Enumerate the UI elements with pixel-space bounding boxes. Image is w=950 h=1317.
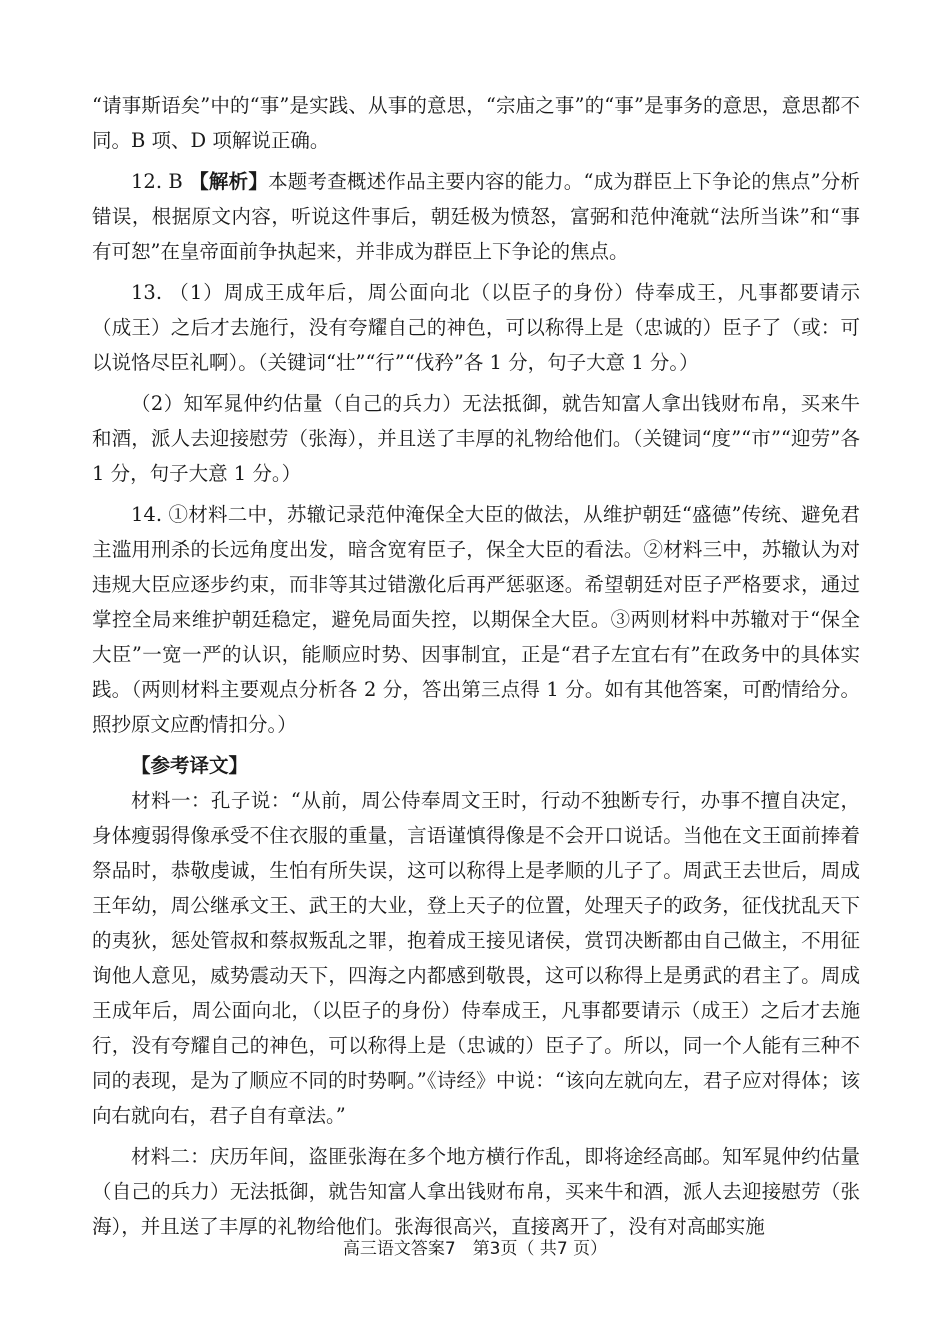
translation-material-1: 材料一：孔子说：“从前，周公侍奉周文王时，行动不独断专行，办事不擅自决定，身体瘦弱得像承受不住衣服的重量，言语谨慎得像是不会开口说话。当他在文王面前捧着祭品时，恭敬虔诚，生怕有所失误，这可以称得上是孝顺的儿子了。周武王去世后，周成王年幼，周公继承文王、武王的大业，登上天子的位置，处理天子的政务，征伐扰乱天下的夷狄，惩处管叔和蔡叔叛乱之罪，抱着成王接见诸侯，赏罚决断都由自己做主，不用征询他人意见，威势震动天下，四海之内都感到敬畏，这可以称得上是勇武的君主了。周成王成年后，周公面向北，（以臣子的身份）侍奉成王，凡事都要请示（成王）之后才去施行，没有夸耀自己的神色，可以称得上是（忠诚的）臣子了。所以，同一个人能有三种不同的表现，是为了顺应不同的时势啊。”《诗经》中说：“该向左就向左，君子应对得体；该向右就向右，君子自有章法。” bbox=[92, 789, 860, 1127]
analysis-tag: 【解析】 bbox=[189, 170, 269, 193]
answer-14: 14. ①材料二中，苏辙记录范仲淹保全大臣的做法，从维护朝廷“盛德”传统、避免君主滥用刑杀的长远角度出发，暗含宽宥臣子，保全大臣的看法。②材料三中，苏辙认为对违规大臣应逐步约束，而非等其过错激化后再严惩驱逐。希望朝廷对臣子严格要求，通过掌控全局来维护朝廷稳定，避免局面失控，以期保全大臣。③两则材料中苏辙对于“保全大臣”一宽一严的认识，能顺应时势、因事制宜，正是“君子左宜右有”在政务中的具体实践。（两则材料主要观点分析各 2 分，答出第三点得 1 分。如有其他答案，可酌情给分。照抄原文应酌情扣分。） bbox=[92, 503, 860, 736]
translation-heading: 【参考译文】 bbox=[131, 754, 249, 777]
answer-13-part-1: 13. （1）周成王成年后，周公面向北（以臣子的身份）侍奉成王，凡事都要请示（成王）之后才去施行，没有夸耀自己的神色，可以称得上是（忠诚的）臣子了（或：可以说恪尽臣礼啊）。（关键词“壮”“行”“伐矜”各 1 分，句子大意 1 分。） bbox=[92, 281, 860, 374]
page-footer: 高三语文答案7 第3页（ 共7 页） bbox=[342, 1239, 608, 1259]
answer-11-continuation: “请事斯语矣”中的“事”是实践、从事的意思，“宗庙之事”的“事”是事务的意思，意思都不同。B 项、D 项解说正确。 bbox=[92, 94, 860, 152]
answer-12-number: 12. B bbox=[131, 170, 183, 193]
translation-material-2: 材料二：庆历年间，盗匪张海在多个地方横行作乱，即将途经高邮。知军晁仲约估量（自己的兵力）无法抵御，就告知富人拿出钱财布帛，买来牛和酒，派人去迎接慰劳（张海），并且送了丰厚的礼物给他们。张海很高兴，直接离开了，没有对高邮实施 bbox=[92, 1145, 860, 1238]
answer-12-text: 本题考查概述作品主要内容的能力。“成为群臣上下争论的焦点”分析错误，根据原文内容，听说这件事后，朝廷极为愤怒，富弼和范仲淹就“法所当诛”和“事有可恕”在皇帝面前争执起来，并非成为群臣上下争论的焦点。 bbox=[92, 170, 860, 263]
answer-page bbox=[92, 88, 860, 1244]
answer-13-part-2: （2）知军晁仲约估量（自己的兵力）无法抵御，就告知富人拿出钱财布帛，买来牛和酒，派人去迎接慰劳（张海），并且送了丰厚的礼物给他们。（关键词“度”“市”“迎劳”各 1 分，句子大意 1 分。） bbox=[92, 392, 860, 485]
answer-12 bbox=[92, 164, 860, 269]
reference-translation bbox=[92, 748, 860, 1244]
